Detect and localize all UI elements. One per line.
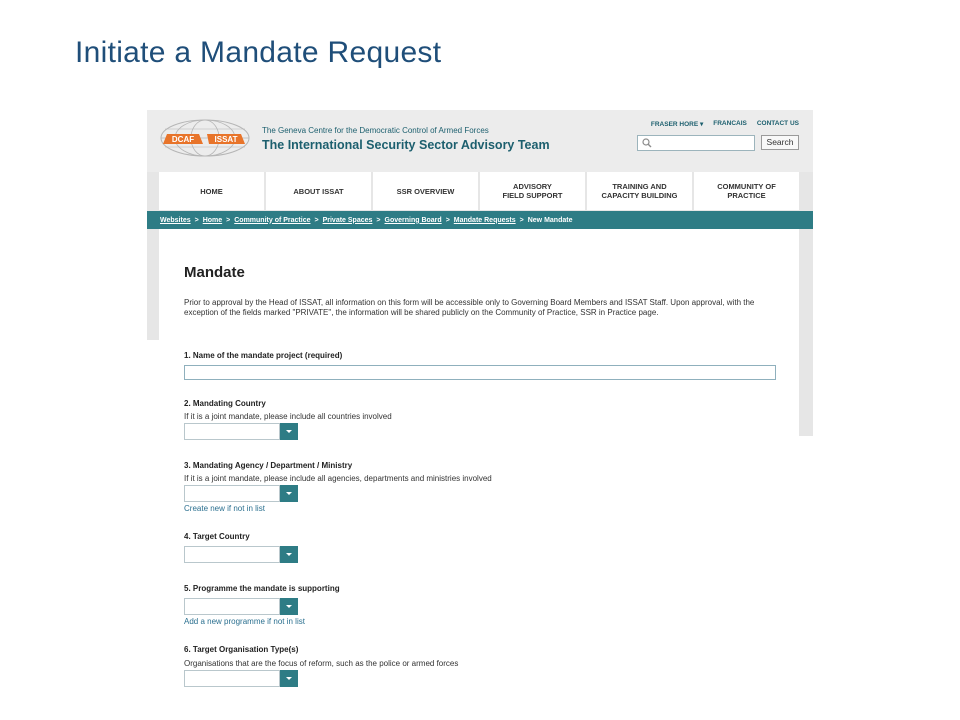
create-agency-link[interactable]: Create new if not in list: [184, 504, 265, 513]
nav-ssr-overview[interactable]: SSR OVERVIEW: [373, 172, 480, 210]
programme-select[interactable]: [184, 598, 298, 615]
q5-label: 5. Programme the mandate is supporting: [184, 584, 340, 593]
nav-home[interactable]: HOME: [159, 172, 266, 210]
breadcrumb-current: New Mandate: [527, 216, 573, 224]
chevron-down-icon: [286, 430, 292, 433]
breadcrumb-separator: >: [314, 216, 319, 224]
dcaf-issat-logo[interactable]: [159, 118, 251, 158]
form-heading: Mandate: [184, 264, 245, 281]
user-menu[interactable]: FRASER HORE ▾: [650, 121, 704, 128]
q4-label: 4. Target Country: [184, 532, 250, 541]
breadcrumb-private-spaces[interactable]: Private Spaces: [322, 216, 373, 224]
dropdown-arrow-button[interactable]: [280, 546, 298, 563]
form-intro: Prior to approval by the Head of ISSAT, all information on this form will be accessible only to Governing Board Members and ISSAT Staff. Upon approval, with the exception of the fields marked "PRIVATE", the information will be shared publicly on the Community of Practice, SSR in Practice page.: [184, 298, 755, 317]
nav-about-issat[interactable]: ABOUT ISSAT: [266, 172, 373, 210]
chevron-down-icon: [286, 677, 292, 680]
dropdown-arrow-button[interactable]: [280, 423, 298, 440]
nav-advisory-field-support[interactable]: ADVISORY FIELD SUPPORT: [480, 172, 587, 210]
search-button[interactable]: Search: [761, 135, 799, 150]
search-icon: [642, 138, 652, 148]
combo-field[interactable]: [184, 546, 280, 563]
target-country-select[interactable]: [184, 546, 298, 563]
breadcrumb-separator: >: [194, 216, 199, 224]
breadcrumb-separator: >: [445, 216, 450, 224]
top-links: [651, 120, 799, 128]
breadcrumb-separator: >: [226, 216, 231, 224]
browser-screenshot: [147, 110, 813, 708]
breadcrumb-mandate-requests[interactable]: Mandate Requests: [453, 216, 516, 224]
chevron-down-icon: [286, 553, 292, 556]
target-organisation-type-select[interactable]: [184, 670, 298, 687]
breadcrumb-community-of-practice[interactable]: Community of Practice: [234, 216, 311, 224]
chevron-down-icon: [286, 492, 292, 495]
mandating-agency-select[interactable]: [184, 485, 298, 502]
mandate-form: [159, 229, 799, 708]
svg-text:ISSAT: ISSAT: [214, 135, 238, 144]
q3-label: 3. Mandating Agency / Department / Ministry: [184, 461, 353, 470]
breadcrumb-separator: >: [376, 216, 381, 224]
org-subtitle: The Geneva Centre for the Democratic Control of Armed Forces: [262, 126, 489, 135]
mandating-country-select[interactable]: [184, 423, 298, 440]
q6-help: Organisations that are the focus of reform, such as the police or armed forces: [184, 659, 459, 668]
breadcrumb-separator: >: [519, 216, 524, 224]
combo-field[interactable]: [184, 598, 280, 615]
slide-title: Initiate a Mandate Request: [75, 36, 442, 69]
nav-training-capacity-building[interactable]: TRAINING AND CAPACITY BUILDING: [587, 172, 694, 210]
breadcrumb-governing-board[interactable]: Governing Board: [384, 216, 442, 224]
q6-label: 6. Target Organisation Type(s): [184, 645, 299, 654]
combo-field[interactable]: [184, 670, 280, 687]
site-header: [147, 110, 813, 172]
breadcrumb-websites[interactable]: Websites: [160, 216, 191, 224]
combo-field[interactable]: [184, 423, 280, 440]
nav-community-of-practice[interactable]: COMMUNITY OF PRACTICE: [694, 172, 799, 210]
breadcrumb: [147, 211, 813, 229]
search-input[interactable]: [637, 135, 755, 151]
q2-help: If it is a joint mandate, please include all countries involved: [184, 412, 392, 421]
chevron-down-icon: [286, 605, 292, 608]
language-link[interactable]: FRANCAIS: [713, 120, 747, 127]
contact-link[interactable]: CONTACT US: [756, 120, 799, 127]
mandate-name-input[interactable]: [184, 365, 776, 380]
q1-label: 1. Name of the mandate project (required): [184, 351, 343, 360]
q2-label: 2. Mandating Country: [184, 399, 266, 408]
dropdown-arrow-button[interactable]: [280, 485, 298, 502]
org-title[interactable]: The International Security Sector Advisory Team: [262, 138, 550, 152]
add-programme-link[interactable]: Add a new programme if not in list: [184, 617, 305, 626]
breadcrumb-home[interactable]: Home: [202, 216, 223, 224]
svg-text:DCAF: DCAF: [171, 135, 195, 144]
main-nav: [159, 172, 799, 210]
dropdown-arrow-button[interactable]: [280, 598, 298, 615]
dropdown-arrow-button[interactable]: [280, 670, 298, 687]
combo-field[interactable]: [184, 485, 280, 502]
q3-help: If it is a joint mandate, please include all agencies, departments and ministries involved: [184, 474, 492, 483]
